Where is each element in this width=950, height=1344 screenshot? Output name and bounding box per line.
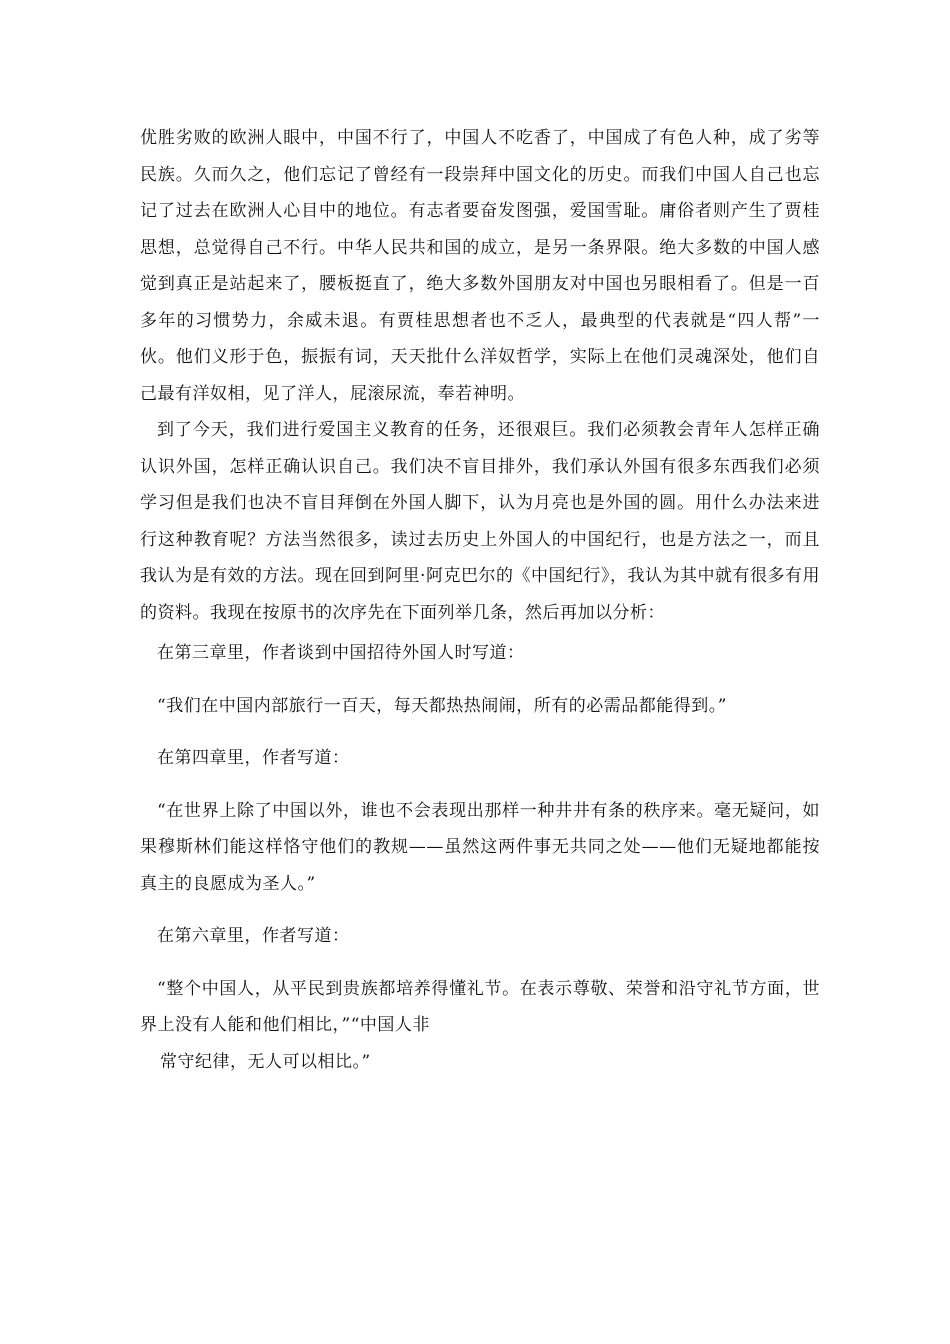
- quote-chapter-three: “我们在中国内部旅行一百天，每天都热热闹闹，所有的必需品都能得到。”: [157, 695, 727, 716]
- quote-chapter-four: “在世界上除了中国以外，谁也不会表现出那样一种井井有条的秩序来。毫无疑问，如果穆斯林们能这样恪守他们的教规——虽然这两件事无共同之处——他们无疑地都能按真主的良愿成为圣人。”: [140, 800, 820, 894]
- document-body: [140, 120, 820, 1080]
- paragraph-europe-view: 优胜劣败的欧洲人眼中，中国不行了，中国人不吃香了，中国成了有色人种，成了劣等民族。久而久之，他们忘记了曾经有一段崇拜中国文化的历史。而我们中国人自己也忘记了过去在欧洲人心目中的地位。有志者要奋发图强，爱国雪耻。庸俗者则产生了贾桂思想，总觉得自己不行。中华人民共和国的成立，是另一条界限。绝大多数的中国人感觉到真正是站起来了，腰板挺直了，绝大多数外国朋友对中国也另眼相看了。但是一百多年的习惯势力，余威未退。有贾桂思想者也不乏人，最典型的代表就是“四人帮”一伙。他们义形于色，振振有词，天天批什么洋奴哲学，实际上在他们灵魂深处，他们自己最有洋奴相，见了洋人，屁滚尿流，奉若神明。: [140, 128, 820, 404]
- paragraph-chapter-four-intro: 在第四章里，作者写道：: [157, 748, 350, 768]
- quote-chapter-six-continued: 常守纪律，无人可以相比。”: [160, 1051, 371, 1072]
- paragraph-chapter-three-intro: 在第三章里，作者谈到中国招待外国人时写道：: [157, 643, 525, 663]
- paragraph-patriotic-education: 到了今天，我们进行爱国主义教育的任务，还很艰巨。我们必须教会青年人怎样正确认识外国，怎样正确认识自己。我们决不盲目排外，我们承认外国有很多东西我们必须学习但是我们也决不盲目拜倒在外国人脚下，认为月亮也是外国的圆。用什么办法来进行这种教育呢？方法当然很多，读过去历史上外国人的中国纪行，也是方法之一，而且我认为是有效的方法。现在回到阿里·阿克巴尔的《中国纪行》，我认为其中就有很多有用的资料。我现在按原书的次序先在下面列举几条，然后再加以分析：: [140, 420, 820, 623]
- quote-chapter-six: “整个中国人，从平民到贵族都培养得懂礼节。在表示尊敬、荣誉和沿守礼节方面，世界上没有人能和他们相比，”“中国人非: [140, 978, 820, 1035]
- paragraph-chapter-six-intro: 在第六章里，作者写道：: [157, 926, 350, 946]
